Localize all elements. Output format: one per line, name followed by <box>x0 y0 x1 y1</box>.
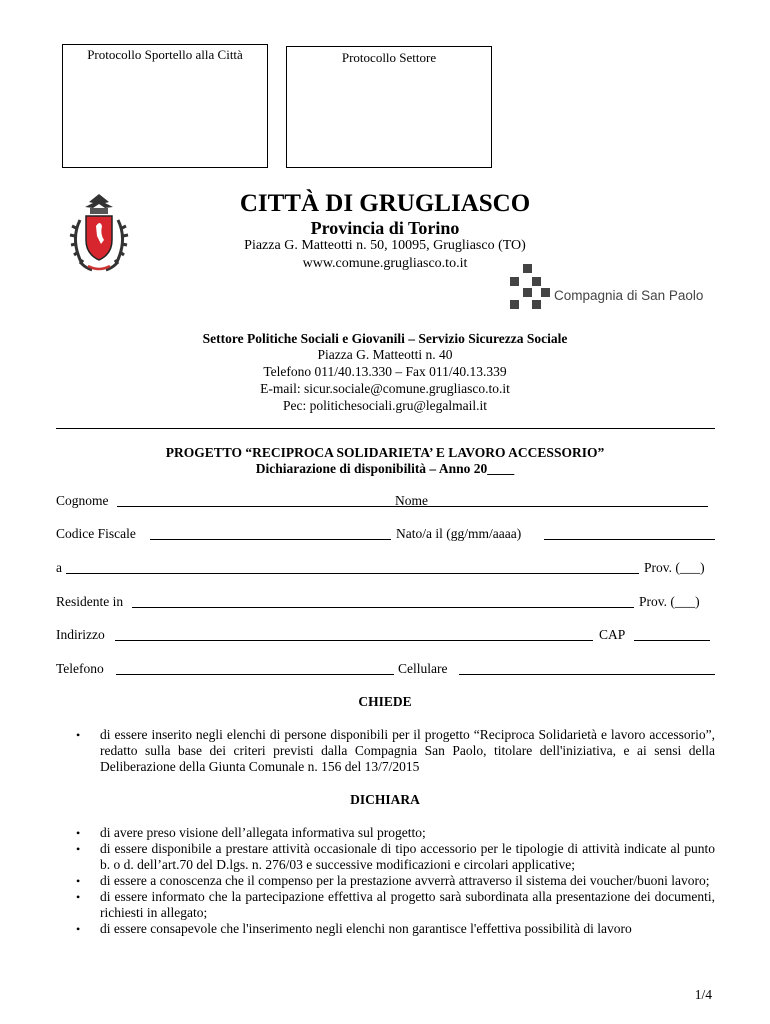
bullet-icon: • <box>76 728 81 742</box>
residente-label: Residente in <box>56 594 124 609</box>
sponsor-name-2: di San Paolo <box>626 288 704 303</box>
office-phone: Telefono 011/40.13.330 – Fax 011/40.13.339 <box>263 364 507 379</box>
residente-field[interactable] <box>132 607 634 608</box>
dichiara-list <box>56 825 715 937</box>
row-indirizzo-cap <box>56 627 715 645</box>
codice-fiscale-label: Codice Fiscale <box>56 526 136 541</box>
telefono-label: Telefono <box>56 661 104 676</box>
luogo-label: a <box>56 560 62 575</box>
project-subtitle: Dichiarazione di disponibilità – Anno 20____ <box>255 461 515 476</box>
office-title: Settore Politiche Sociali e Giovanili – Servizio Sicurezza Sociale <box>202 331 568 346</box>
divider <box>56 428 715 429</box>
bullet-icon: • <box>76 826 81 840</box>
office-address: Piazza G. Matteotti n. 40 <box>317 347 453 362</box>
list-item: • di essere inserito negli elenchi di persone disponibili per il progetto “Reciproca Solidarietà e lavoro accessorio”, redatto sulla base dei criteri previsti dalla Compagnia San Paolo, titolare dell'iniziativa, e ai sensi della Deliberazione della Giunta Comunale n. 156 del 13/7/2015 <box>76 727 715 774</box>
cap-label: CAP <box>599 627 626 642</box>
project-title: PROGETTO “RECIPROCA SOLIDARIETA’ E LAVORO ACCESSORIO” <box>165 445 605 460</box>
cap-field[interactable] <box>634 640 710 641</box>
codice-fiscale-field[interactable] <box>150 539 391 540</box>
telefono-field[interactable] <box>116 674 394 675</box>
row-luogo-nascita <box>56 560 715 578</box>
cognome-label: Cognome <box>56 493 109 508</box>
nato-label: Nato/a il (gg/mm/aaaa) <box>396 526 522 541</box>
city-website[interactable]: www.comune.grugliasco.to.it <box>302 256 468 271</box>
cellulare-field[interactable] <box>459 674 715 675</box>
protocol-sportello-label: Protocollo Sportello alla Città <box>87 47 243 62</box>
nome-label: Nome <box>395 493 428 508</box>
office-email[interactable]: E-mail: sicur.sociale@comune.grugliasco.to.it <box>260 381 510 396</box>
chiede-heading: CHIEDE <box>358 694 412 709</box>
row-cf-nato <box>56 526 715 544</box>
nome-field[interactable] <box>440 506 708 507</box>
list-item: • di essere informato che la partecipazione effettiva al progetto sarà subordinata alla presentazione dei documenti, richiesti in allegato; <box>76 889 715 920</box>
dichiara-heading: DICHIARA <box>350 792 420 807</box>
luogo-field[interactable] <box>66 573 639 574</box>
indirizzo-label: Indirizzo <box>56 627 105 642</box>
indirizzo-field[interactable] <box>115 640 593 641</box>
sponsor-name: Compagnia <box>554 288 624 303</box>
office-pec[interactable]: Pec: politichesociali.gru@legalmail.it <box>282 398 487 413</box>
chiede-list <box>56 727 715 775</box>
protocol-settore-label: Protocollo Settore <box>341 50 437 65</box>
bullet-icon: • <box>76 922 81 936</box>
row-residenza <box>56 594 715 612</box>
bullet-icon: • <box>76 890 81 904</box>
list-item: • di essere a conoscenza che il compenso per la prestazione avverrà attraverso il sistema dei voucher/buoni lavoro; <box>76 873 710 888</box>
prov-residenza-label[interactable]: Prov. (___) <box>639 594 700 609</box>
cellulare-label: Cellulare <box>398 661 448 676</box>
page-number: 1/4 <box>694 987 712 1002</box>
row-telefono-cellulare <box>56 661 715 679</box>
city-title: CITTÀ DI GRUGLIASCO <box>239 190 531 217</box>
nato-field[interactable] <box>544 539 715 540</box>
city-address: Piazza G. Matteotti n. 50, 10095, Grugliasco (TO) <box>244 238 526 253</box>
protocol-box-settore <box>286 46 492 168</box>
list-item: • di avere preso visione dell’allegata informativa sul progetto; <box>76 825 426 840</box>
row-cognome-nome <box>56 493 715 511</box>
prov-nascita-label[interactable]: Prov. (___) <box>644 560 705 575</box>
bullet-icon: • <box>76 874 81 888</box>
compagnia-san-paolo-logo <box>510 264 710 314</box>
list-item: • di essere disponibile a prestare attività occasionale di tipo accessorio per le tipologie di attività indicate al punto b. o d. dell’art.70 del D.lgs. n. 276/03 e successive modificazioni e circolari applicative; <box>76 841 715 872</box>
protocol-box-sportello <box>62 44 268 168</box>
list-item: • di essere consapevole che l'inserimento negli elenchi non garantisce l'effettiva possibilità di lavoro <box>76 921 632 936</box>
bullet-icon: • <box>76 842 81 856</box>
province-title: Provincia di Torino <box>310 218 460 238</box>
